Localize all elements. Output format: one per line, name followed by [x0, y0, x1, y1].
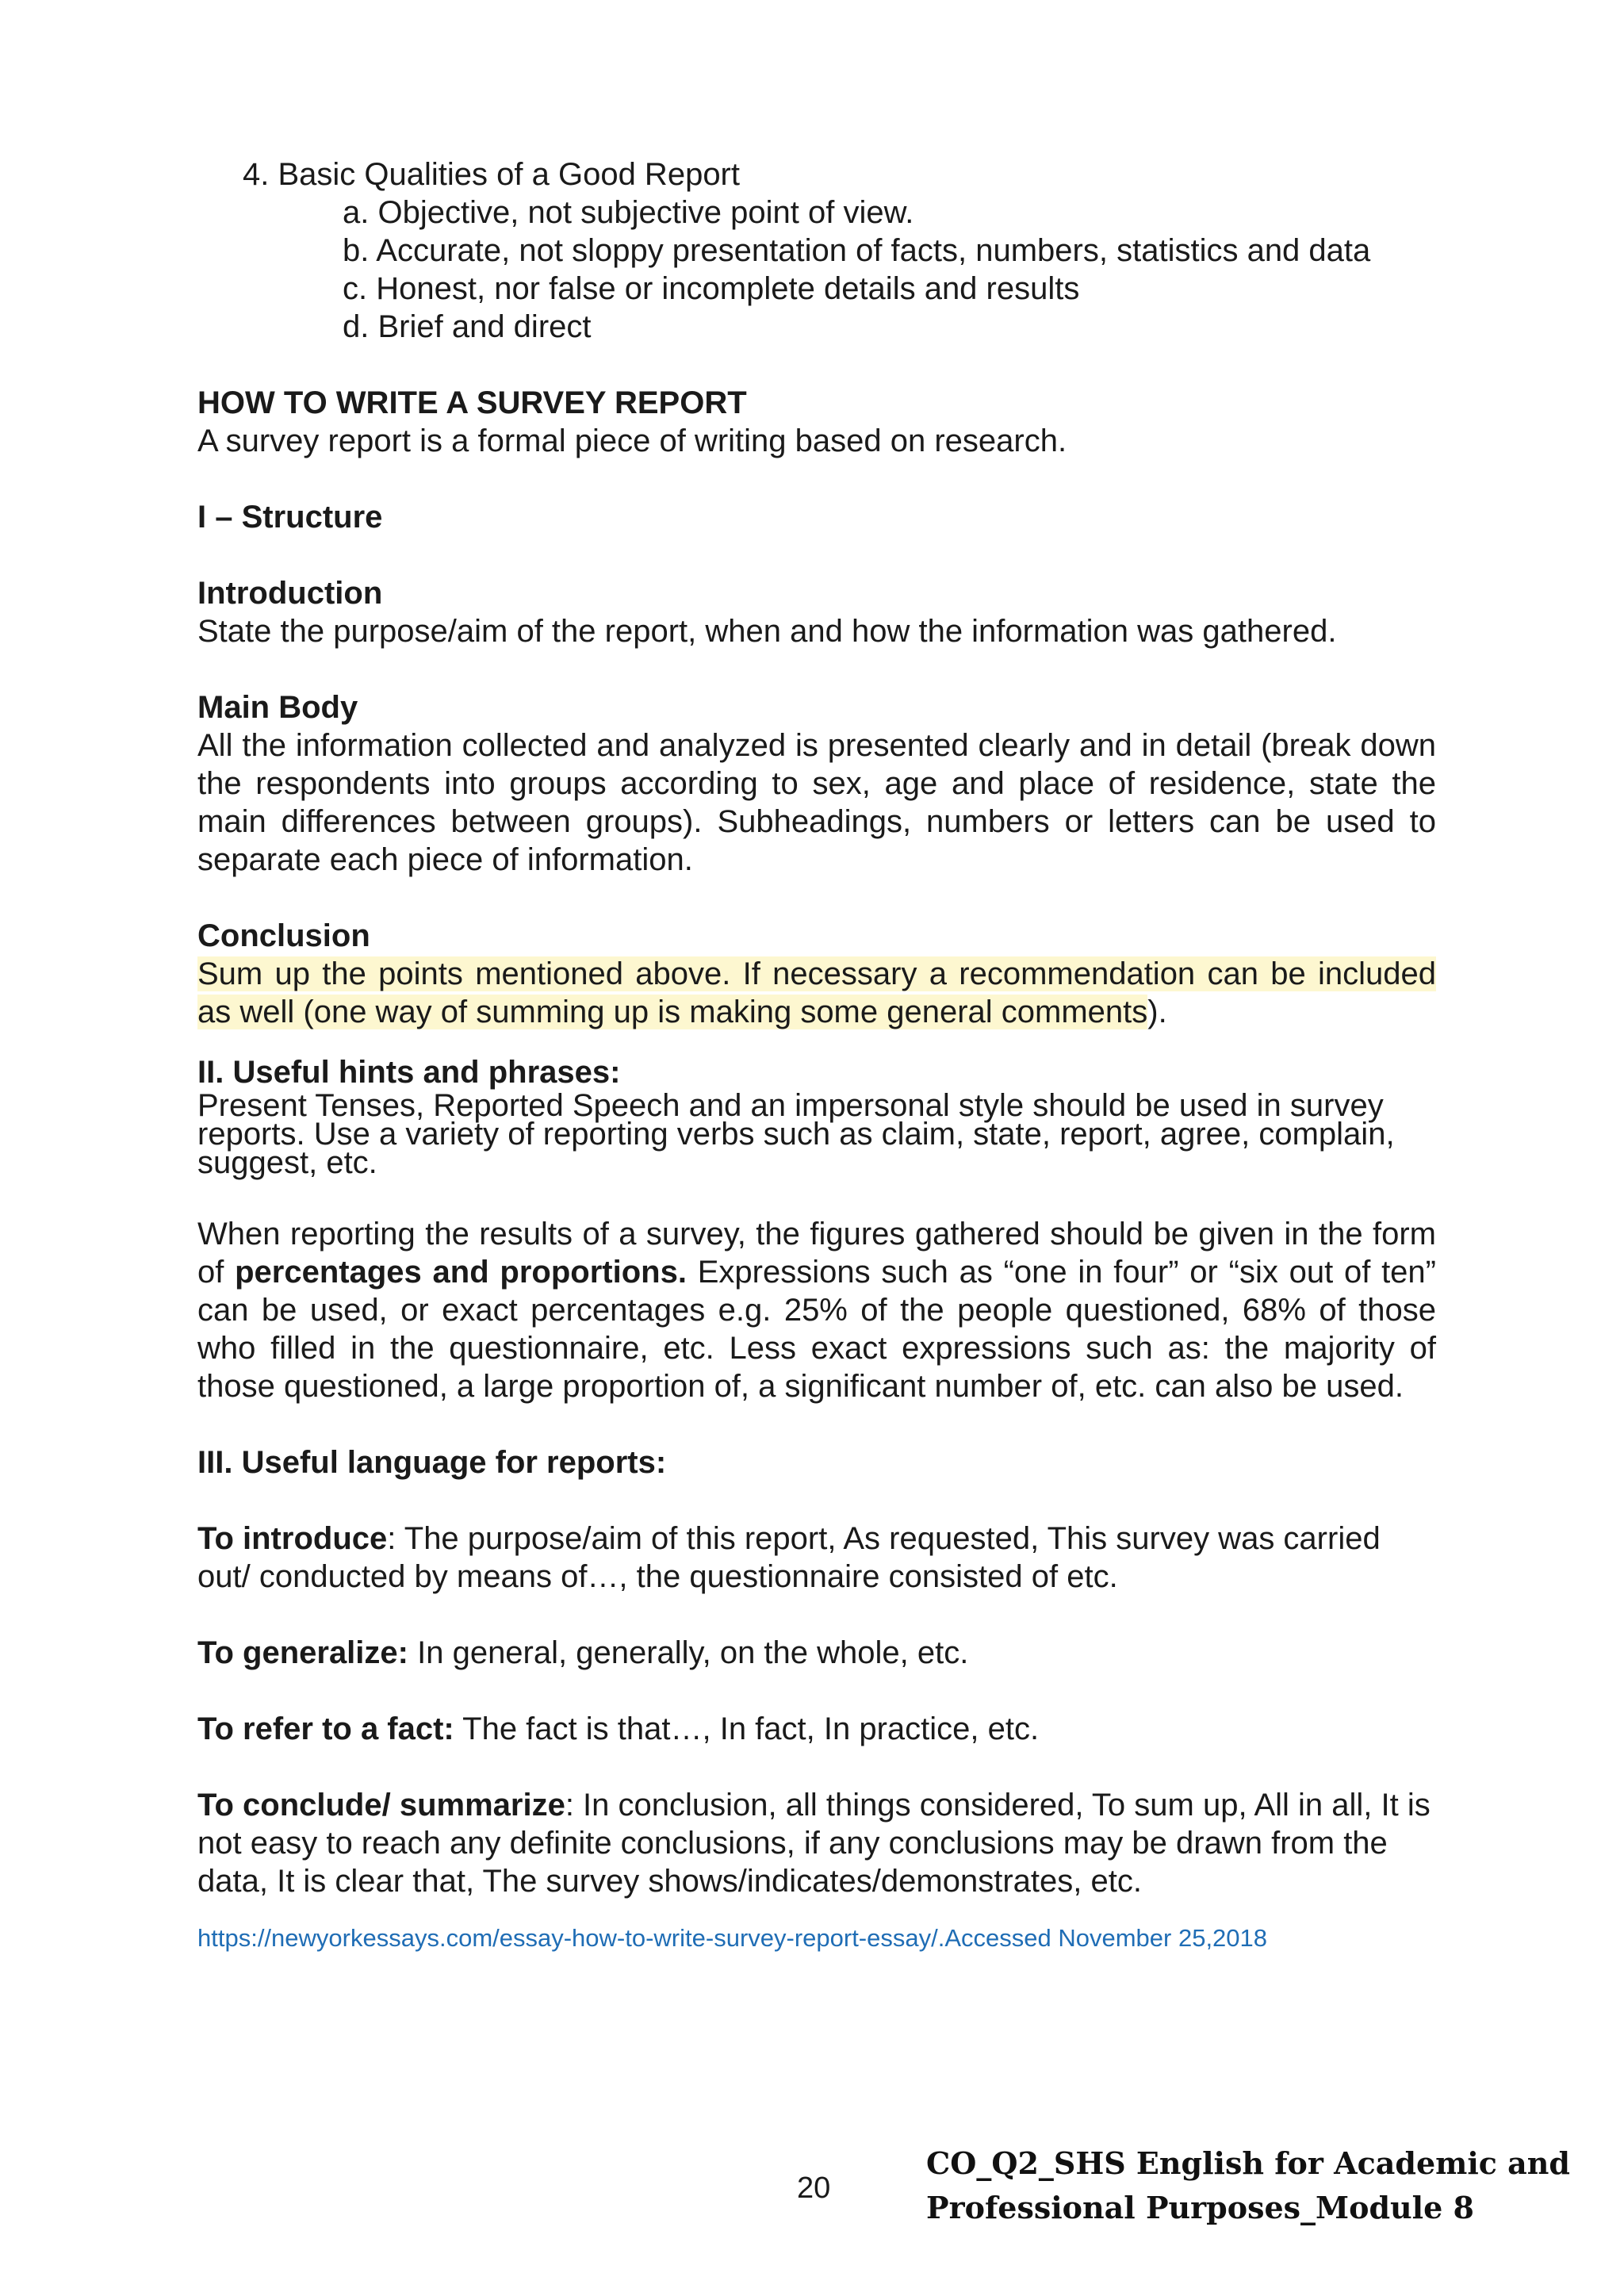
fact-label: To refer to a fact:: [197, 1711, 454, 1746]
main-body-heading: Main Body: [197, 690, 358, 725]
survey-heading: HOW TO WRITE A SURVEY REPORT: [197, 385, 747, 420]
hints-paragraph-2: [197, 1215, 1436, 1405]
conclusion-trailing: ).: [1147, 995, 1167, 1029]
conclude-text: : In conclusion, all things considered, To sum up, All in all, It is not easy to reach any definite conclusions, if any conclusions may be drawn from the data, It is clear that, The survey shows/indicates/demonstrates, etc.: [197, 1788, 1431, 1899]
introduce-label: To introduce: [197, 1521, 388, 1556]
qualities-title: 4. Basic Qualities of a Good Report: [243, 157, 740, 192]
qualities-list: [343, 194, 1436, 346]
introduction-heading: Introduction: [197, 576, 383, 611]
generalize-phrases: [197, 1634, 1436, 1672]
introduce-phrases: [197, 1520, 1436, 1596]
list-item: d. Brief and direct: [343, 309, 592, 344]
conclusion-text: [197, 955, 1436, 1031]
source-link[interactable]: https://newyorkessays.com/essay-how-to-write-survey-report-essay/.Accessed November 25,2018: [197, 1924, 1268, 1952]
hints-paragraph-1: Present Tenses, Reported Speech and an impersonal style should be used in survey reports. Use a variety of reporting verbs such as claim, state, report, agree, complain, suggest, etc.: [197, 1088, 1395, 1180]
survey-intro: A survey report is a formal piece of writing based on research.: [197, 424, 1067, 458]
module-label: [926, 2141, 1570, 2230]
hints-paragraph-2-part-1: When reporting the results of a survey, the figures gathered should be given in the form of: [197, 1217, 1436, 1290]
introduce-text: : The purpose/aim of this report, As requested, This survey was carried out/ conducted by means of…, the questionnaire consisted of etc.: [197, 1521, 1381, 1594]
generalize-text: In general, generally, on the whole, etc.: [408, 1635, 969, 1670]
list-item: b. Accurate, not sloppy presentation of facts, numbers, statistics and data: [343, 233, 1371, 268]
conclusion-highlight: Sum up the points mentioned above. If necessary a recommendation can be included as well (one way of summing up is making some general comments: [197, 956, 1436, 1029]
hints-paragraph-2-bold: percentages and proportions.: [235, 1255, 687, 1290]
list-item: a. Objective, not subjective point of view.: [343, 195, 914, 230]
hints-heading: II. Useful hints and phrases:: [197, 1055, 621, 1090]
generalize-label: To generalize:: [197, 1635, 408, 1670]
conclude-phrases: [197, 1786, 1436, 1900]
conclude-label: To conclude/ summarize: [197, 1788, 565, 1823]
introduction-text: State the purpose/aim of the report, when and how the information was gathered.: [197, 614, 1337, 649]
main-body-text: All the information collected and analyzed is presented clearly and in detail (break down the respondents into groups according to sex, age and place of residence, state the main differences between groups). Subheadings, numbers or letters can be used to separate each piece of information.: [197, 728, 1436, 877]
page-number: 20: [797, 2171, 831, 2205]
language-heading: III. Useful language for reports:: [197, 1445, 667, 1480]
module-label-line-1: CO_Q2_SHS English for Academic and: [926, 2145, 1570, 2181]
conclusion-heading: Conclusion: [197, 918, 370, 953]
structure-heading: I – Structure: [197, 500, 383, 535]
fact-phrases: [197, 1710, 1436, 1748]
hints-paragraph-2-part-2: Expressions such as “one in four” or “six out of ten” can be used, or exact percentages e.g. 25% of the people questioned, 68% of those who filled in the questionnaire, etc. Less exact expressions such as: the majority of those questioned, a large proportion of, a significant number of, etc. can also be used.: [197, 1255, 1436, 1404]
fact-text: The fact is that…, In fact, In practice, etc.: [454, 1711, 1040, 1746]
module-label-line-2: Professional Purposes_Module 8: [926, 2190, 1474, 2225]
list-item: c. Honest, nor false or incomplete details and results: [343, 271, 1080, 306]
page-content: [197, 155, 1436, 1954]
